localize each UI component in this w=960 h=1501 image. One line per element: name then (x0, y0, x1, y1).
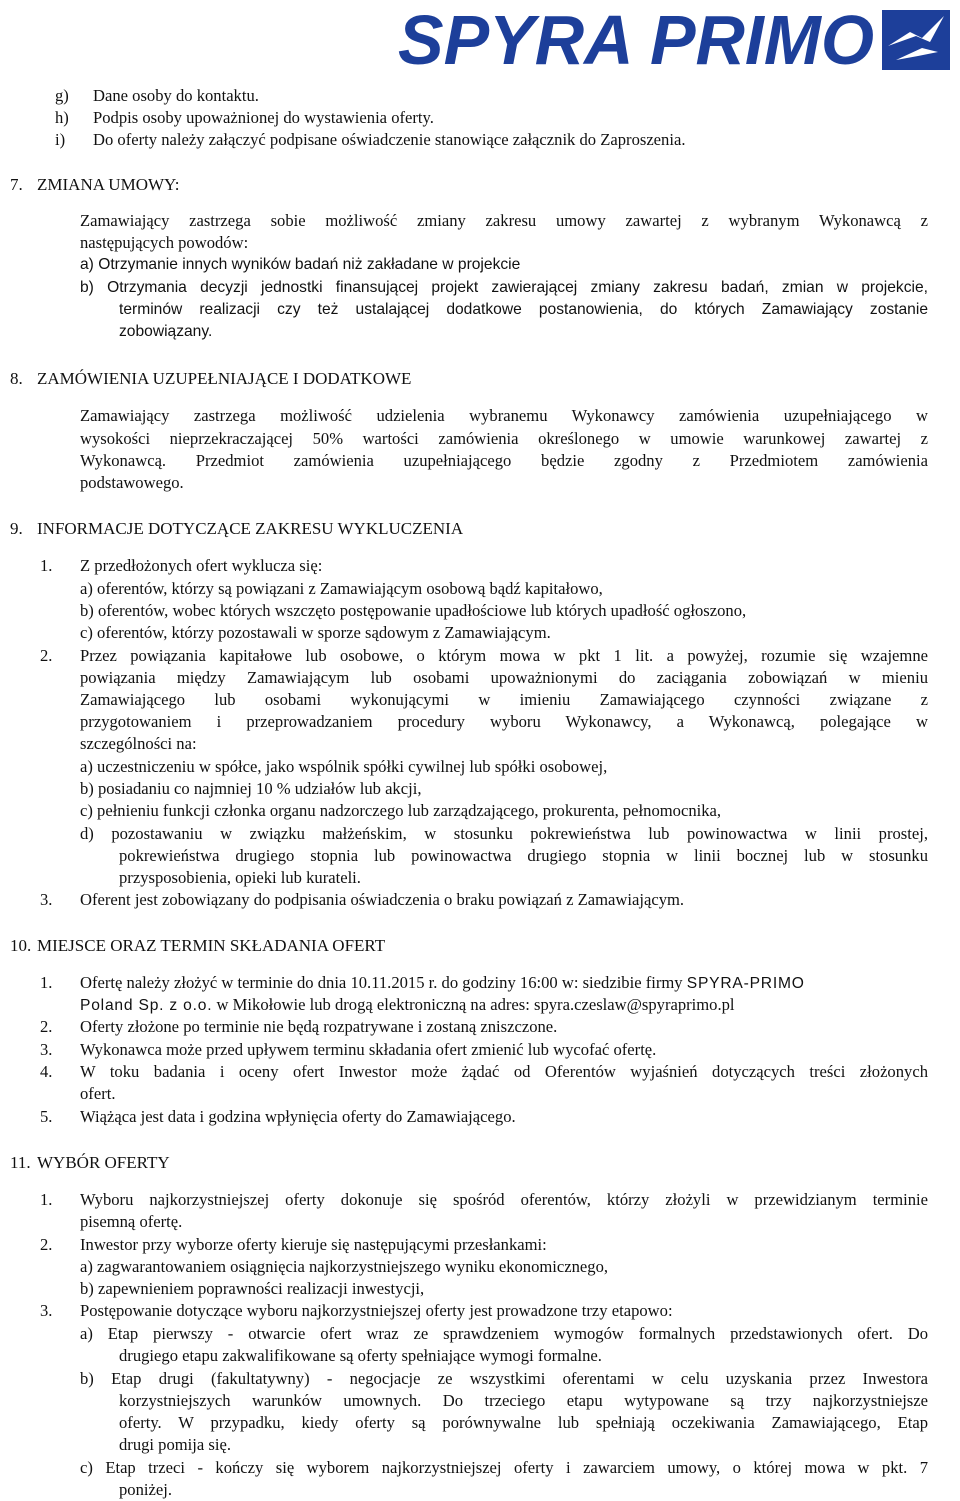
list-item: Wiążąca jest data i godzina wpłynięcia oferty do Zamawiającego. (80, 1107, 516, 1126)
list-item-cont: ofert. (80, 1084, 116, 1103)
list-item: Postępowanie dotyczące wyboru najkorzystniejszej oferty jest prowadzone trzy etapowo: (80, 1301, 673, 1320)
paragraph-line: powiązania między Zamawiającym lub osobami upoważnionymi do zaciągania zobowiązań w mieniu (80, 668, 928, 687)
list-number: 3. (40, 890, 53, 909)
list-item (80, 972, 805, 995)
sub-item-cont: drugiego etapu zakwalifikowane są oferty spełniające wymogi formalne. (119, 1346, 602, 1365)
list-item: W toku badania i oceny ofert Inwestor może żądać od Oferentów wyjaśnień dotyczących treści złożonych (80, 1062, 928, 1081)
sub-item: b) Etap drugi (fakultatywny) - negocjacje ze wszystkimi oferentami w celu uzyskania przez Inwestora (80, 1369, 928, 1388)
spyra-primo-logo (398, 2, 954, 76)
list-number: 5. (40, 1107, 53, 1126)
paragraph-line: podstawowego. (80, 473, 184, 492)
sub-item: a) Etap pierwszy - otwarcie ofert wraz ze sprawdzeniem wymogów formalnych przedstawionych ofert. Do (80, 1324, 928, 1343)
paragraph-line: Zamawiającego lub osobami wykonującymi w imieniu Zamawiającego czynności związane z (80, 690, 928, 709)
list-item-cont: terminów realizacji czy też ustalającej dodatkowe postanowienia, do których Zamawiający zostanie (119, 301, 928, 318)
list-number: 1. (40, 556, 53, 575)
paragraph-line: szczególności na: (80, 734, 197, 753)
list-marker: i) (55, 130, 66, 149)
paragraph-line: przygotowaniem i przeprowadzaniem procedury wyboru Wykonawcy, a Wykonawcą, polegające w (80, 712, 928, 731)
list-number: 4. (40, 1062, 53, 1081)
sub-item: a) zagwarantowaniem osiągnięcia najkorzystniejszego wyniku ekonomicznego, (80, 1257, 609, 1276)
list-number: 1. (40, 1190, 53, 1209)
list-item: Z przedłożonych ofert wyklucza się: (80, 556, 323, 575)
list-item: Podpis osoby upoważnionej do wystawienia oferty. (93, 108, 434, 127)
list-number: 2. (40, 646, 53, 665)
sub-item-cont: korzystniejszych warunków umownych. Do trzeciego etapu wytypowane są trzy najkorzystniejsze (119, 1391, 928, 1410)
logo-text: SPYRA PRIMO (398, 2, 874, 76)
item-text: Ofertę należy złożyć w terminie do dnia 10.11.2015 r. do godziny 16:00 w: siedzibie firmy (80, 973, 687, 992)
section-heading: MIEJSCE ORAZ TERMIN SKŁADANIA OFERT (37, 936, 386, 955)
list-number: 3. (40, 1040, 53, 1059)
company-name: Poland Sp. z o.o. (80, 997, 213, 1014)
company-name: SPYRA-PRIMO (686, 975, 805, 992)
list-marker: g) (55, 86, 69, 105)
sub-item-cont: poniżej. (119, 1480, 172, 1499)
sub-item: a) uczestniczeniu w spółce, jako wspólnik spółki cywilnej lub spółki osobowej, (80, 757, 608, 776)
list-item-cont (80, 994, 735, 1017)
list-number: 3. (40, 1301, 53, 1320)
paragraph-line: Zamawiający zastrzega możliwość udzielenia wybranemu Wykonawcy zamówienia uzupełniającego w (80, 406, 928, 425)
sub-item-cont: pokrewieństwa drugiego stopnia lub powinowactwa drugiego stopnia w linii bocznej lub w stosunku (119, 846, 928, 865)
section-heading: INFORMACJE DOTYCZĄCE ZAKRESU WYKLUCZENIA (37, 519, 464, 538)
list-item-cont: pisemną ofertę. (80, 1212, 183, 1231)
paragraph-line: Przez powiązania kapitałowe lub osobowe, o którym mowa w pkt 1 lit. a powyżej, rozumie się wzajemne (80, 646, 928, 665)
sub-item-cont: oferty. W przypadku, kiedy oferty są porównywalne lub spełniają oczekiwania Zamawiającego, Etap (119, 1413, 928, 1432)
list-item: b) Otrzymania decyzji jednostki finansującej projekt zawierającej zmiany zakresu badań, zmian w projekcie, (80, 279, 928, 296)
section-heading: ZMIANA UMOWY: (37, 175, 180, 194)
sub-item: c) pełnieniu funkcji członka organu nadzorczego lub zarządzającego, prokurenta, pełnomocnika, (80, 801, 722, 820)
list-item: Wyboru najkorzystniejszej oferty dokonuje się spośród oferentów, którzy złożyli w przewidzianym terminie (80, 1190, 928, 1209)
list-item: Inwestor przy wyborze oferty kieruje się następującymi przesłankami: (80, 1235, 547, 1254)
paragraph-line: Wykonawcą. Przedmiot zamówienia uzupełniającego będzie zgodny z Przedmiotem zamówienia (80, 451, 928, 470)
section-number: 8. (10, 369, 23, 388)
list-item: a) Otrzymanie innych wyników badań niż zakładane w projekcie (80, 256, 521, 273)
sub-item: c) oferentów, którzy pozostawali w sporze sądowym z Zamawiającym. (80, 623, 551, 642)
list-item: Oferty złożone po terminie nie będą rozpatrywane i zostaną zniszczone. (80, 1017, 558, 1036)
sub-item: b) posiadaniu co najmniej 10 % udziałów lub akcji, (80, 779, 422, 798)
list-number: 2. (40, 1017, 53, 1036)
paragraph-line: następujących powodów: (80, 233, 249, 252)
section-number: 11. (10, 1153, 31, 1172)
list-item: Wykonawca może przed upływem terminu składania ofert zmienić lub wycofać ofertę. (80, 1040, 657, 1059)
section-number: 10. (10, 936, 32, 955)
sub-item: c) Etap trzeci - kończy się wyborem najkorzystniejszej oferty i zawarciem umowy, o której mowa w pkt. 7 (80, 1458, 928, 1477)
sub-item: b) zapewnieniem poprawności realizacji inwestycji, (80, 1279, 425, 1298)
sub-item-cont: drugi pomija się. (119, 1435, 231, 1454)
list-number: 1. (40, 973, 53, 992)
list-item-cont: zobowiązany. (119, 323, 213, 340)
list-number: 2. (40, 1235, 53, 1254)
sub-item: b) oferentów, wobec których wszczęto postępowanie upadłościowe lub których upadłość ogłoszono, (80, 601, 747, 620)
section-number: 7. (10, 175, 23, 194)
paragraph-line: wysokości nieprzekraczającej 50% wartości zamówienia określonego w umowie warunkowej zawartej z (80, 429, 928, 448)
sub-item: a) oferentów, którzy są powiązani z Zamawiającym osobową bądź kapitałowo, (80, 579, 603, 598)
list-item: Do oferty należy załączyć podpisane oświadczenie stanowiące załącznik do Zaproszenia. (93, 130, 686, 149)
section-heading: WYBÓR OFERTY (37, 1153, 170, 1172)
paragraph-line: Zamawiający zastrzega sobie możliwość zmiany zakresu umowy zawartej z wybranym Wykonawcą z (80, 211, 928, 230)
sub-item: d) pozostawaniu w związku małżeńskim, w stosunku pokrewieństwa lub powinowactwa w linii prostej, (80, 824, 928, 843)
list-item: Oferent jest zobowiązany do podpisania oświadczenia o braku powiązań z Zamawiającym. (80, 890, 685, 909)
section-heading: ZAMÓWIENIA UZUPEŁNIAJĄCE I DODATKOWE (37, 369, 412, 388)
bird-emblem-icon (882, 10, 950, 70)
item-text: w Mikołowie lub drogą elektroniczną na adres: spyra.czeslaw@spyraprimo.pl (212, 995, 735, 1014)
sub-item-cont: przysposobienia, opieki lub kurateli. (119, 868, 361, 887)
list-item: Dane osoby do kontaktu. (93, 86, 259, 105)
section-number: 9. (10, 519, 23, 538)
list-marker: h) (55, 108, 69, 127)
